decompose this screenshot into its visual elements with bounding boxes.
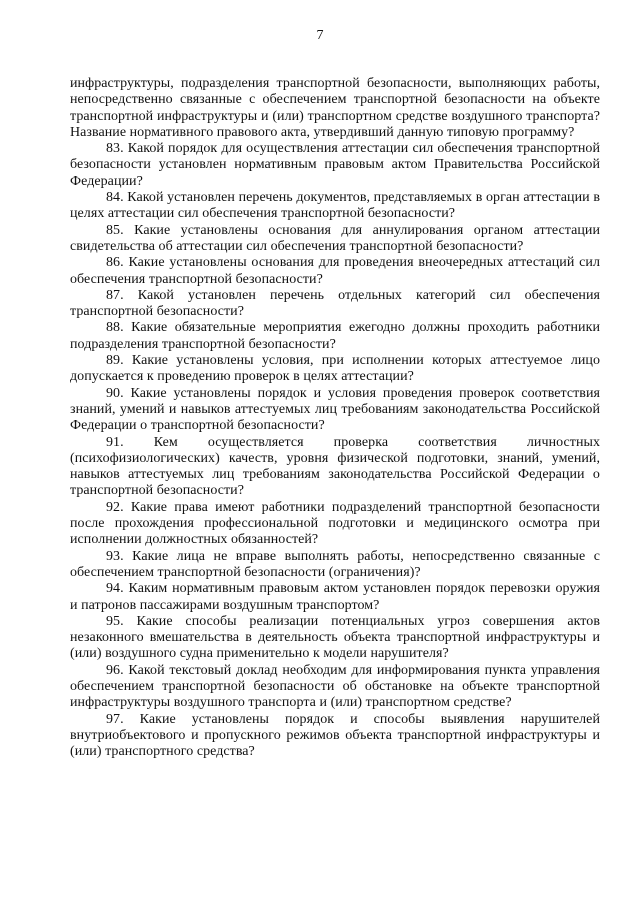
question-item: [70, 255, 600, 288]
continuation-paragraph: инфраструктуры, подразделения транспортной безопасности, выполняющих работы, непосредственно связанные с обеспечением транспортной безопасности на объекте транспортной инфраструктуры и (или) транспортном средстве воздушного транспорта? Название нормативного правового акта, утвердивший данную типовую программу?: [70, 76, 600, 140]
question-item: [70, 663, 600, 712]
question-number: 87.: [106, 287, 124, 303]
question-item: [70, 435, 600, 500]
question-text: Кем осуществляется проверка соответствия личностных (психофизиологических) качеств, уровня физической подготовки, знаний, умений, навыков аттестуемых лиц требованиям законодательства Российской Федерации о транспортной безопасности?: [70, 434, 600, 499]
question-text: Какой установлен перечень отдельных категорий сил обеспечения транспортной безопасности?: [70, 287, 600, 320]
question-item: [70, 581, 600, 614]
question-number: 90.: [106, 385, 124, 401]
question-text: Какие установлены порядок и способы выявления нарушителей внутриобъектового и пропускного режимов объекта транспортной инфраструктуры и (или) транспортного средства?: [70, 711, 600, 760]
question-number: 93.: [106, 548, 124, 564]
question-item: [70, 223, 600, 256]
question-number: 95.: [106, 613, 124, 629]
question-number: 84.: [106, 190, 124, 206]
question-item: [70, 614, 600, 663]
page-number: 7: [316, 28, 324, 43]
question-item: [70, 141, 600, 190]
question-text: Какие способы реализации потенциальных угроз совершения актов незаконного вмешательства в деятельность объекта транспортной инфраструктуры и (или) воздушного судна применительно к модели нарушителя?: [70, 613, 600, 662]
question-number: 89.: [106, 353, 124, 369]
question-item: [70, 712, 600, 761]
question-number: 92.: [106, 499, 124, 515]
question-number: 94.: [106, 581, 124, 597]
question-number: 97.: [106, 711, 124, 727]
question-item: [70, 288, 600, 321]
question-text: Какой установлен перечень документов, представляемых в орган аттестации в целях аттестации сил обеспечения транспортной безопасности?: [70, 190, 600, 222]
question-item: [70, 190, 600, 223]
question-number: 85.: [106, 222, 124, 238]
question-text: Какие установлены порядок и условия проведения проверок соответствия знаний, умений и навыков аттестуемых лиц требованиям законодательства Российской Федерации о транспортной безопасности?: [70, 385, 600, 434]
question-number: 83.: [106, 141, 124, 157]
questions-list: [70, 76, 600, 760]
question-number: 88.: [106, 320, 124, 336]
question-item: [70, 500, 600, 549]
question-text: Какой порядок для осуществления аттестации сил обеспечения транспортной безопасности установлен нормативным правовым актом Правительства Российской Федерации?: [70, 141, 600, 189]
question-text: Какие обязательные мероприятия ежегодно должны проходить работники подразделения транспортной безопасности?: [70, 320, 600, 352]
question-item: [70, 549, 600, 582]
question-item: [70, 353, 600, 386]
question-item: [70, 320, 600, 353]
question-item: [70, 386, 600, 435]
question-text: Какие установлены условия, при исполнении которых аттестуемое лицо допускается к проведению проверок в целях аттестации?: [70, 353, 600, 385]
question-text: Какие установлены основания для проведения внеочередных аттестаций сил обеспечения транспортной безопасности?: [70, 255, 600, 287]
question-number: 91.: [106, 434, 124, 450]
question-text: Какой текстовый доклад необходим для информирования пункта управления обеспечением транспортной безопасности об обстановке на объекте транспортной инфраструктуры воздушного транспорта и (или) транспортном средстве?: [70, 662, 600, 711]
question-text: Какие лица не вправе выполнять работы, непосредственно связанные с обеспечением транспортной безопасности (ограничения)?: [70, 548, 600, 580]
question-text: Какие права имеют работники подразделений транспортной безопасности после прохождения профессиональной подготовки и медицинского осмотра при исполнении должностных обязанностей?: [70, 499, 600, 548]
question-number: 96.: [106, 662, 124, 678]
question-text: Каким нормативным правовым актом установлен порядок перевозки оружия и патронов пассажирами воздушным транспортом?: [70, 581, 600, 613]
question-number: 86.: [106, 255, 124, 271]
question-text: Какие установлены основания для аннулирования органом аттестации свидетельства об аттестации сил обеспечения транспортной безопасности?: [70, 222, 600, 254]
